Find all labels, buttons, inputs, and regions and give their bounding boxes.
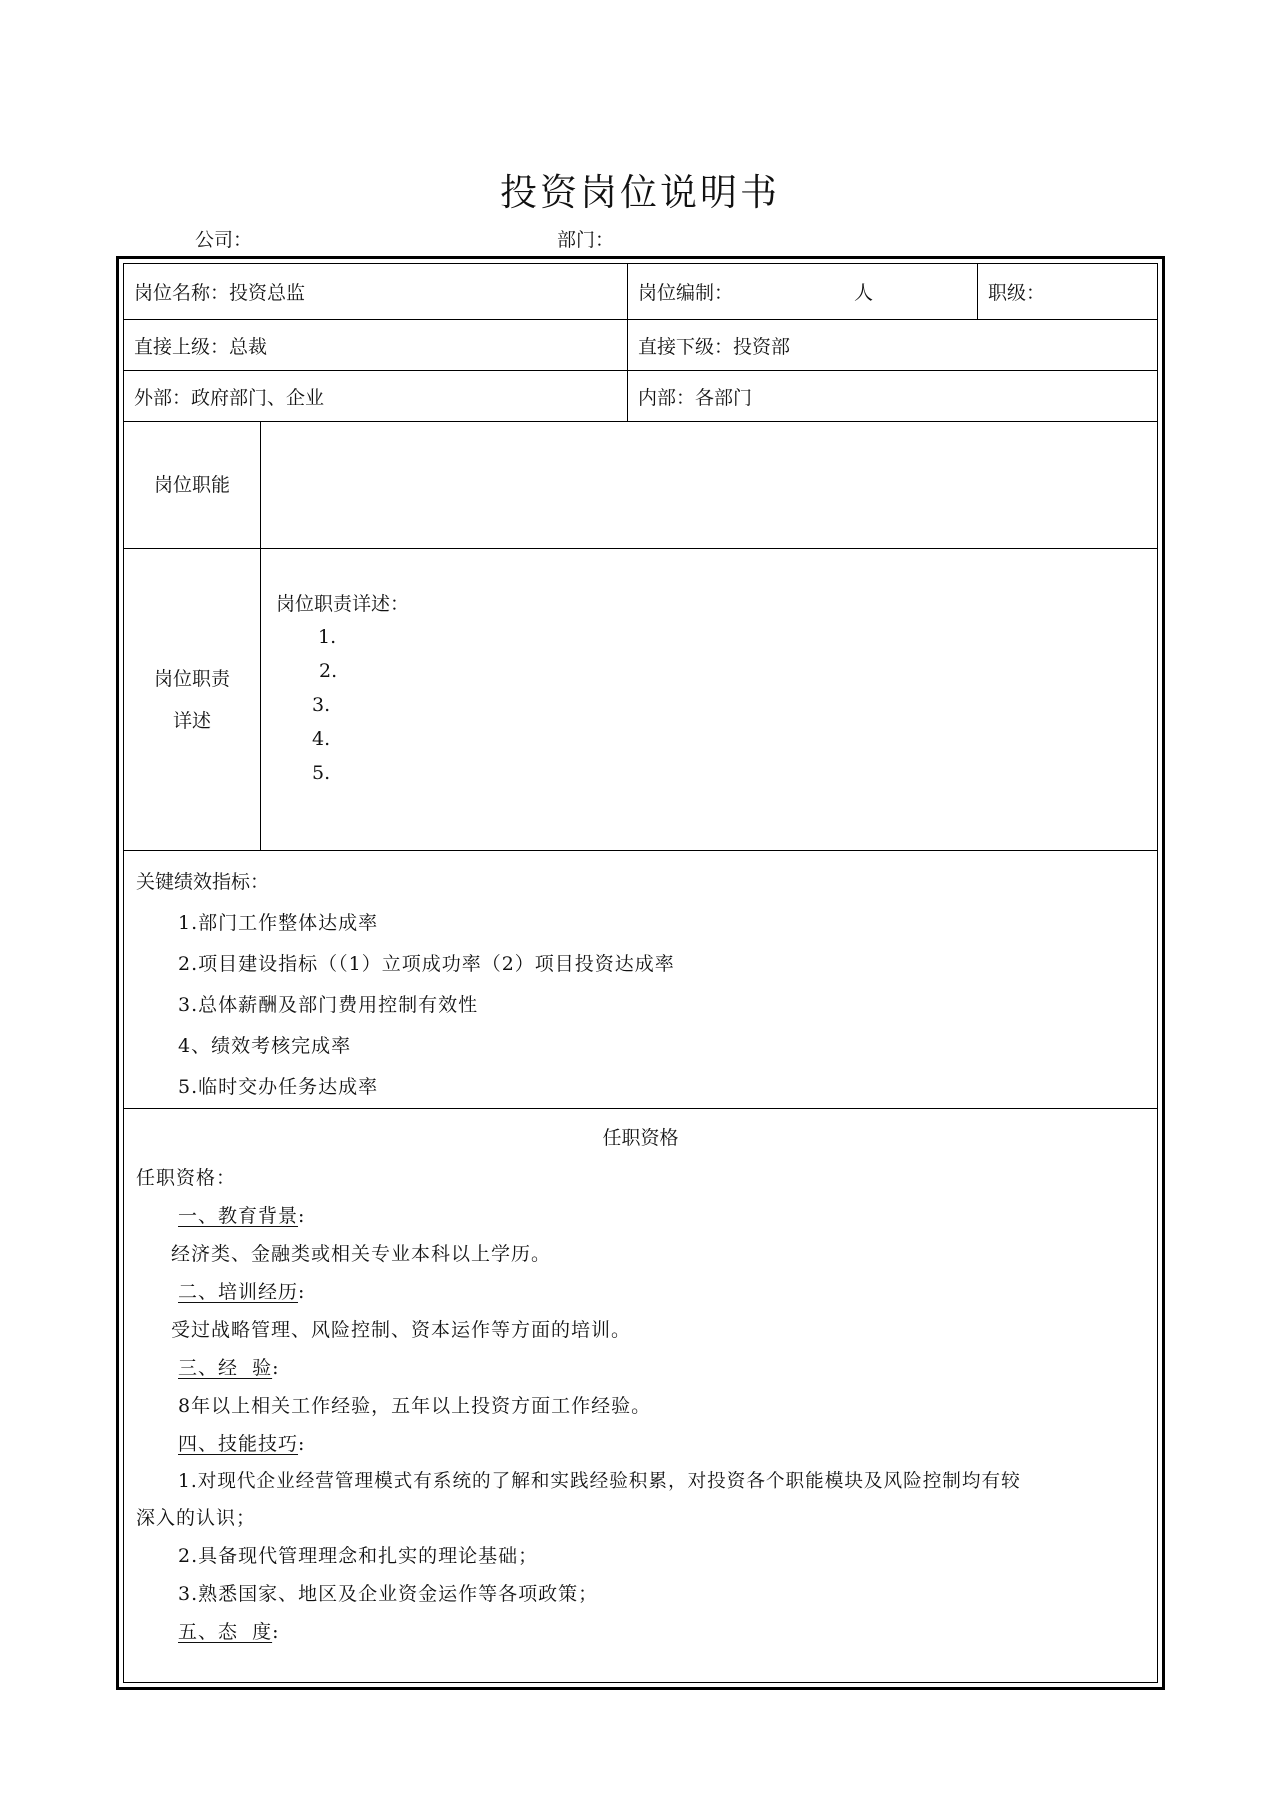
duty-number: 3. (312, 694, 331, 716)
external-cell: 外部：政府部门、企业 (124, 371, 628, 421)
skill-item: 1.对现代企业经营管理模式有系统的了解和实践经验积累，对投资各个职能模块及风险控制均有较 (178, 1471, 1021, 1492)
skill-item: 2.具备现代管理理念和扎实的理论基础； (178, 1545, 539, 1567)
training-text: 受过战略管理、风险控制、资本运作等方面的培训。 (171, 1319, 632, 1341)
function-label: 岗位职能 (124, 422, 261, 548)
duties-content (276, 589, 409, 790)
row-reporting (124, 320, 1157, 371)
document-title: 投资岗位说明书 (500, 171, 780, 214)
skill-item-continued: 深入的认识； (136, 1507, 257, 1529)
duty-number: 2. (319, 660, 338, 682)
skill-item: 3.熟悉国家、地区及企业资金运作等各项政策； (178, 1583, 599, 1605)
kpi-item: 5.临时交办任务达成率 (178, 1076, 379, 1098)
row-position (124, 264, 1157, 320)
duty-number: 5. (312, 762, 331, 784)
grade-cell: 职级： (988, 282, 1046, 304)
headcount-label: 岗位编制： (638, 282, 734, 304)
duties-label-line1: 岗位职责 (153, 667, 230, 690)
row-qualifications (124, 1109, 1157, 1683)
experience-text: 8年以上相关工作经验，五年以上投资方面工作经验。 (178, 1395, 652, 1417)
kpi-item: 1.部门工作整体达成率 (178, 912, 379, 934)
duties-heading: 岗位职责详述： (276, 593, 410, 615)
row-kpi (124, 851, 1157, 1109)
qualification-intro: 任职资格： (136, 1167, 237, 1189)
row-duties (124, 549, 1157, 851)
skills-heading: 四、技能技巧: (178, 1433, 306, 1455)
headcount-cell (628, 264, 978, 319)
kpi-title: 关键绩效指标： (136, 871, 270, 893)
position-name-cell: 岗位名称：投资总监 (124, 264, 628, 319)
internal-cell: 内部：各部门 (638, 386, 753, 409)
duty-number: 4. (312, 728, 331, 750)
duty-number: 1. (318, 626, 337, 648)
duties-label-line2: 详述 (172, 709, 211, 732)
company-label: 公司： (195, 229, 253, 251)
row-relations (124, 371, 1157, 422)
kpi-item: 2.项目建设指标（（1）立项成功率（2）项目投资达成率 (178, 953, 675, 975)
subordinate-cell: 直接下级：投资部 (638, 335, 791, 358)
attitude-heading: 五、态 度: (178, 1621, 280, 1643)
experience-heading: 三、经 验: (178, 1357, 280, 1379)
kpi-item: 3.总体薪酬及部门费用控制有效性 (178, 994, 479, 1016)
duties-label (124, 549, 261, 850)
education-heading: 一、教育背景: (178, 1205, 306, 1227)
education-text: 经济类、金融类或相关专业本科以上学历。 (171, 1243, 552, 1265)
qualification-header: 任职资格 (602, 1127, 679, 1149)
job-description-table (123, 263, 1158, 1683)
department-label: 部门： (557, 229, 615, 251)
headcount-unit: 人 (854, 282, 874, 304)
superior-cell: 直接上级：总裁 (124, 320, 628, 370)
training-heading: 二、培训经历: (178, 1281, 306, 1303)
row-function (124, 422, 1157, 549)
kpi-item: 4、绩效考核完成率 (178, 1035, 352, 1057)
